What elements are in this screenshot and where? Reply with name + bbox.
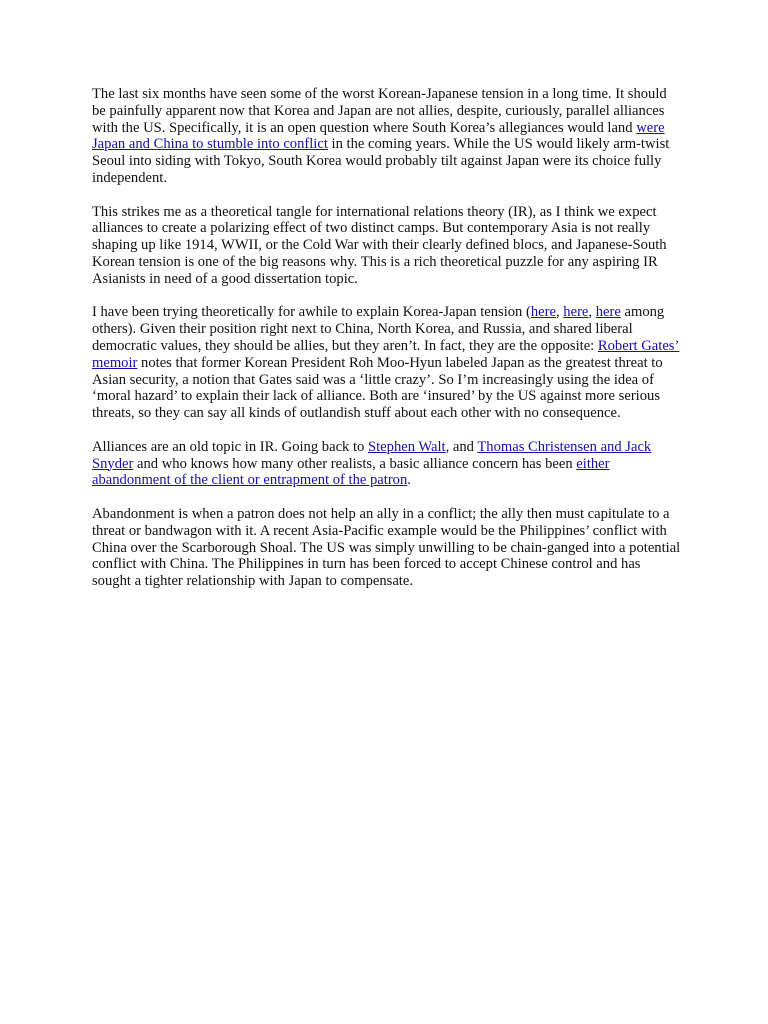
paragraph-text: in the coming years. While the US would likely arm-twist Seoul into siding with Tokyo, South Korea would probably tilt against Japan were its choice fully independent. [92,136,670,186]
paragraph-text: Abandonment is when a patron does not help an ally in a conflict; the ally then must capitulate to a threat or bandwagon with it. A recent Asia-Pacific example would be the Philippines’ conflict with China over the Scarborough Shoal. The US was simply unwilling to be chain-ganged into a potential conflict with China. The Philippines in turn has been forced to accept Chinese control and has sought a tighter relationship with Japan to compensate. [92,505,681,590]
paragraph-text: This strikes me as a theoretical tangle for international relations theory (IR), as I think we expect alliances to create a polarizing effect of two distinct camps. But contemporary Asia is not really shaping up like 1914, WWII, or the Cold War with their clearly defined blocs, and Japanese-South Korean tension is one of the big reasons why. This is a rich theoretical puzzle for any aspiring IR Asianists in need of a good dissertation topic. [92,203,667,287]
paragraph-text: I have been trying theoretically for awhile to explain Korea-Japan tension ( [92,304,531,321]
paragraph-text: notes that former Korean President Roh Moo-Hyun labeled Japan as the greatest threat to Asian security, a notion that Gates said was a ‘little crazy’. So I’m increasingly using the idea of ‘moral hazard’ to explain their lack of alliance. Both are ‘insured’ by the US against more serious threats, so they can say all kinds of outlandish stuff about each other with no consequence. [92,354,663,422]
paragraph-text: , [588,304,596,321]
article-body [92,86,682,607]
inline-link[interactable]: here [530,304,556,321]
paragraph-4 [92,439,682,489]
inline-link[interactable]: here [595,304,621,321]
paragraph-text: , [556,304,564,321]
inline-link[interactable]: Thomas Christensen and Jack Snyder [92,438,652,472]
paragraph-text: , and [445,438,478,455]
paragraph-text: The last six months have seen some of the worst Korean-Japanese tension in a long time. It should be painfully apparent now that Korea and Japan are not allies, despite, curiously, parallel alliances with the US. Specifically, it is an open question where South Korea’s allegiances would land [92,86,667,136]
paragraph-1 [92,86,682,187]
paragraph-text: Alliances are an old topic in IR. Going back to [92,438,368,455]
paragraph-3 [92,304,682,422]
paragraph-5 [92,506,682,590]
paragraph-text: . [407,472,411,489]
inline-link[interactable]: Robert Gates’ memoir [92,337,680,371]
inline-link[interactable]: here [563,304,589,321]
inline-link[interactable]: either abandonment of the client or entrapment of the patron [92,455,610,489]
paragraph-text: and who knows how many other realists, a basic alliance concern has been [133,455,577,472]
inline-link[interactable]: Stephen Walt [368,438,446,455]
inline-link[interactable]: were Japan and China to stumble into conflict [92,119,665,153]
paragraph-2 [92,204,682,288]
paragraph-text: among others). Given their position right next to China, North Korea, and Russia, and shared liberal democratic values, they should be allies, but they aren’t. In fact, they are the opposite: [92,304,665,354]
